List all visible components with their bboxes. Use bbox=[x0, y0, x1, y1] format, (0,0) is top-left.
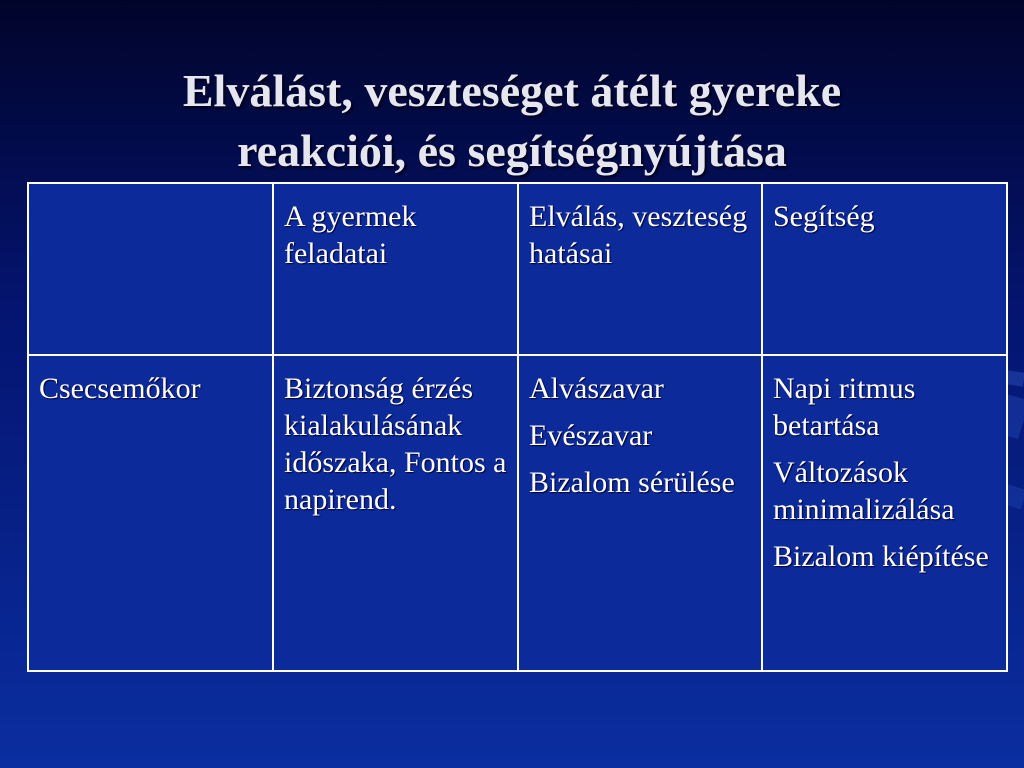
help-item: Napi ritmus betartása bbox=[773, 372, 916, 442]
effect-item: Evészavar bbox=[529, 419, 653, 452]
slide-title-line-2: reakciói, és segítségnyújtása bbox=[237, 124, 787, 176]
effects-cell bbox=[518, 355, 762, 671]
content-table bbox=[27, 182, 1008, 672]
header-cell-tasks: A gyermek feladatai bbox=[273, 183, 518, 355]
help-cell bbox=[762, 355, 1007, 671]
row-label-cell: Csecsemőkor bbox=[28, 355, 273, 671]
table-row bbox=[28, 355, 1007, 671]
slide-title-line-1: Elválást, veszteséget átélt gyereke bbox=[182, 64, 842, 116]
header-cell-help: Segítség bbox=[762, 183, 1007, 355]
header-cell-empty bbox=[28, 183, 273, 355]
effect-item: Alvászavar bbox=[529, 372, 664, 405]
header-cell-effects: Elválás, veszteség hatásai bbox=[518, 183, 762, 355]
help-item: Változások minimalizálása bbox=[773, 456, 955, 526]
slide-title bbox=[0, 61, 1024, 181]
tasks-cell: Biztonság érzés kialakulásának időszaka, Fontos a napirend. bbox=[273, 355, 518, 671]
effect-item: Bizalom sérülése bbox=[529, 466, 735, 499]
table-header-row bbox=[28, 183, 1007, 355]
help-item: Bizalom kiépítése bbox=[773, 540, 989, 573]
